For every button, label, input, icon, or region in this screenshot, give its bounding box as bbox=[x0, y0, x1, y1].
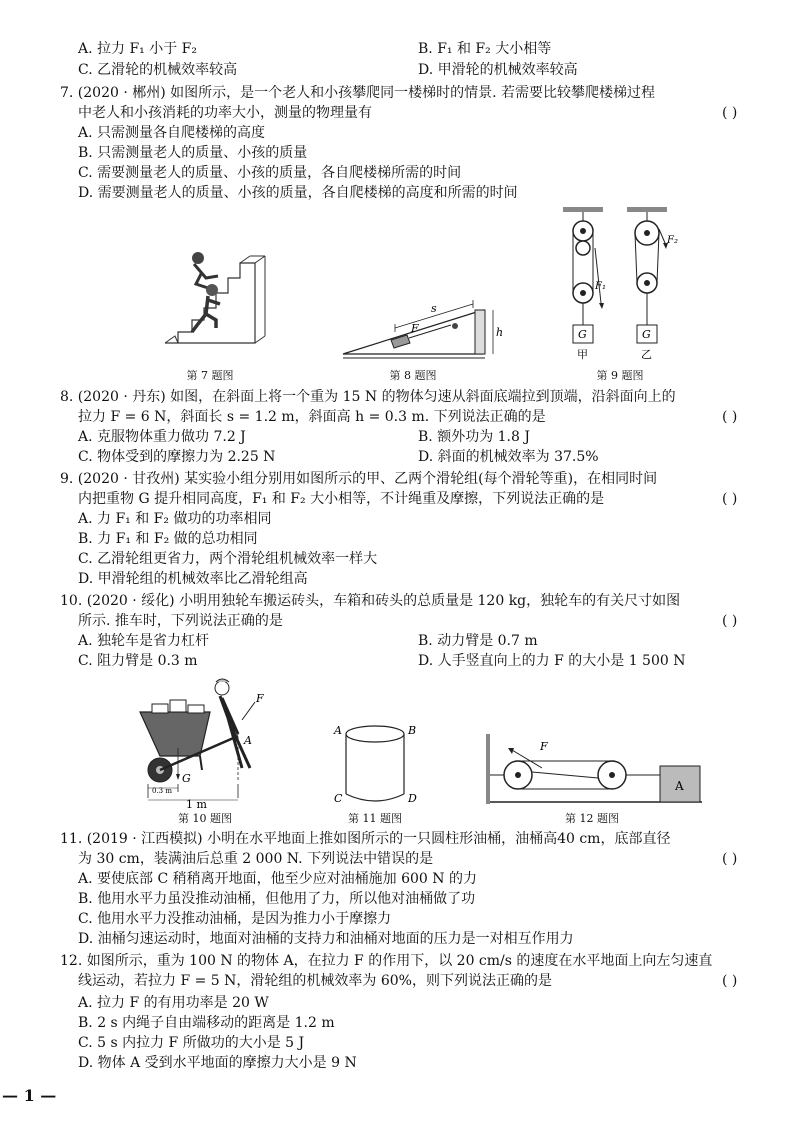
q9-answer-paren: ( ) bbox=[722, 491, 738, 507]
page-number: — 1 — bbox=[2, 1086, 57, 1105]
q7-option-b: B. 只需测量老人的质量、小孩的质量 bbox=[78, 145, 308, 161]
q10-stem-line2: 所示. 推车时，下列说法正确的是 bbox=[78, 613, 283, 629]
q8-option-a: A. 克服物体重力做功 7.2 J bbox=[78, 429, 246, 445]
q8-option-d: D. 斜面的机械效率为 37.5% bbox=[418, 449, 599, 465]
q11-answer-paren: ( ) bbox=[722, 851, 738, 867]
figure-8-caption: 第 8 题图 bbox=[389, 369, 437, 382]
q8-stem-line2: 拉力 F = 6 N，斜面长 s = 1.2 m，斜面高 h = 0.3 m. 下列说法正确的是 bbox=[78, 409, 546, 425]
q7-option-a: A. 只需测量各自爬楼梯的高度 bbox=[78, 125, 266, 141]
figure-9-caption: 第 9 题图 bbox=[596, 369, 644, 382]
q10-stem-line1: 10. (2020 · 绥化) 小明用独轮车搬运砖头，车箱和砖头的总质量是 120 kg，独轮车的有关尺寸如图 bbox=[60, 593, 681, 609]
label-jia: 甲 bbox=[577, 348, 588, 361]
label-F-12: F bbox=[540, 740, 548, 753]
q12-option-b: B. 2 s 内绳子自由端移动的距离是 1.2 m bbox=[78, 1015, 335, 1031]
q7-stem-line1: 7. (2020 · 郴州) 如图所示，是一个老人和小孩攀爬同一楼梯时的情景. 若需要比较攀爬楼梯过程 bbox=[60, 85, 656, 101]
q6-option-d: D. 甲滑轮的机械效率较高 bbox=[418, 62, 578, 78]
label-G-jia: G bbox=[578, 328, 587, 341]
label-s: s bbox=[431, 302, 437, 315]
q11-option-b: B. 他用水平力虽没推动油桶，但他用了力，所以他对油桶做了功 bbox=[78, 891, 476, 907]
q12-option-a: A. 拉力 F 的有用功率是 20 W bbox=[78, 995, 269, 1011]
figure-9-pulleys bbox=[555, 203, 685, 368]
q11-option-c: C. 他用水平力没推动油桶，是因为推力小于摩擦力 bbox=[78, 911, 392, 927]
label-yi: 乙 bbox=[641, 348, 652, 361]
q9-option-a: A. 力 F₁ 和 F₂ 做功的功率相同 bbox=[78, 511, 272, 527]
label-F: F bbox=[411, 322, 419, 335]
label-A-12: A bbox=[675, 779, 684, 793]
q11-stem-line2: 为 30 cm，装满油后总重 2 000 N. 下列说法中错误的是 bbox=[78, 851, 434, 867]
q10-answer-paren: ( ) bbox=[722, 613, 738, 629]
q11-option-d: D. 油桶匀速运动时，地面对油桶的支持力和油桶对地面的压力是一对相互作用力 bbox=[78, 931, 574, 947]
label-G-yi: G bbox=[642, 328, 651, 341]
figure-12-pulley-system bbox=[482, 730, 704, 806]
figure-7-stairs bbox=[150, 248, 270, 358]
person-head-icon bbox=[215, 681, 229, 695]
figure-12-caption: 第 12 题图 bbox=[565, 812, 619, 825]
child-head-icon bbox=[192, 252, 204, 264]
q10-option-c: C. 阻力臂是 0.3 m bbox=[78, 653, 198, 669]
label-F1: F₁ bbox=[595, 281, 606, 292]
cart-box bbox=[140, 712, 210, 756]
label-A-11: A bbox=[334, 724, 342, 737]
q8-option-c: C. 物体受到的摩擦力为 2.25 N bbox=[78, 449, 276, 465]
figure-8-incline bbox=[333, 296, 504, 366]
figure-10-caption: 第 10 题图 bbox=[178, 812, 232, 825]
q12-stem-line2: 线运动，若拉力 F = 5 N，滑轮组的机械效率为 60%，则下列说法正确的是 bbox=[78, 973, 552, 989]
q12-option-c: C. 5 s 内拉力 F 所做功的大小是 5 J bbox=[78, 1035, 305, 1051]
label-C-11: C bbox=[334, 792, 343, 805]
q7-answer-paren: ( ) bbox=[722, 105, 738, 121]
label-F-10: F bbox=[256, 692, 264, 705]
label-G-10: G bbox=[182, 772, 191, 785]
q8-answer-paren: ( ) bbox=[722, 409, 738, 425]
q10-option-a: A. 独轮车是省力杠杆 bbox=[78, 633, 210, 649]
q6-option-c: C. 乙滑轮的机械效率较高 bbox=[78, 62, 238, 78]
q12-option-d: D. 物体 A 受到水平地面的摩擦力大小是 9 N bbox=[78, 1055, 357, 1071]
q12-stem-line1: 12. 如图所示，重为 100 N 的物体 A，在拉力 F 的作用下，以 20 cm/s 的速度在水平地面上向左匀速直 bbox=[60, 953, 713, 969]
q9-option-d: D. 甲滑轮组的机械效率比乙滑轮组高 bbox=[78, 571, 308, 587]
figure-11-caption: 第 11 题图 bbox=[348, 812, 402, 825]
q11-stem-line1: 11. (2019 · 江西模拟) 小明在水平地面上推如图所示的一只圆柱形油桶，油桶高40 cm，底部直径 bbox=[60, 831, 671, 847]
q7-option-c: C. 需要测量老人的质量、小孩的质量，各自爬楼梯所需的时间 bbox=[78, 165, 462, 181]
label-03m: 0.3 m bbox=[152, 787, 172, 795]
q7-option-d: D. 需要测量老人的质量、小孩的质量，各自爬楼梯的高度和所需的时间 bbox=[78, 185, 518, 201]
label-D-11: D bbox=[408, 792, 417, 805]
label-h: h bbox=[496, 326, 504, 339]
q9-stem-line2: 内把重物 G 提升相同高度，F₁ 和 F₂ 大小相等，不计绳重及摩擦，下列说法正确的是 bbox=[78, 491, 605, 507]
figure-11-cylinder bbox=[330, 722, 420, 812]
label-A-10: A bbox=[244, 734, 252, 747]
q10-option-d: D. 人手竖直向上的力 F 的大小是 1 500 N bbox=[418, 653, 686, 669]
elder-head-icon bbox=[206, 284, 218, 296]
figure-10-wheelbarrow bbox=[130, 674, 280, 814]
q7-stem-line2: 中老人和小孩消耗的功率大小，测量的物理量有 bbox=[78, 105, 372, 121]
q9-option-b: B. 力 F₁ 和 F₂ 做的总功相同 bbox=[78, 531, 258, 547]
q9-option-c: C. 乙滑轮组更省力，两个滑轮组机械效率一样大 bbox=[78, 551, 378, 567]
figure-7-caption: 第 7 题图 bbox=[186, 369, 234, 382]
q8-stem-line1: 8. (2020 · 丹东) 如图，在斜面上将一个重为 15 N 的物体匀速从斜面底端拉到顶端，沿斜面向上的 bbox=[60, 389, 676, 405]
q8-option-b: B. 额外功为 1.8 J bbox=[418, 429, 530, 445]
q9-stem-line1: 9. (2020 · 甘孜州) 某实验小组分别用如图所示的甲、乙两个滑轮组(每个滑轮等重)，在相同时间 bbox=[60, 471, 658, 487]
q10-option-b: B. 动力臂是 0.7 m bbox=[418, 633, 538, 649]
label-F2: F₂ bbox=[667, 235, 678, 246]
q6-option-a: A. 拉力 F₁ 小于 F₂ bbox=[78, 41, 198, 57]
q12-answer-paren: ( ) bbox=[722, 973, 738, 989]
q11-option-a: A. 要使底部 C 稍稍离开地面，他至少应对油桶施加 600 N 的力 bbox=[78, 871, 477, 887]
label-1m: 1 m bbox=[186, 798, 207, 811]
label-B-11: B bbox=[408, 724, 417, 737]
q6-option-b: B. F₁ 和 F₂ 大小相等 bbox=[418, 41, 552, 57]
